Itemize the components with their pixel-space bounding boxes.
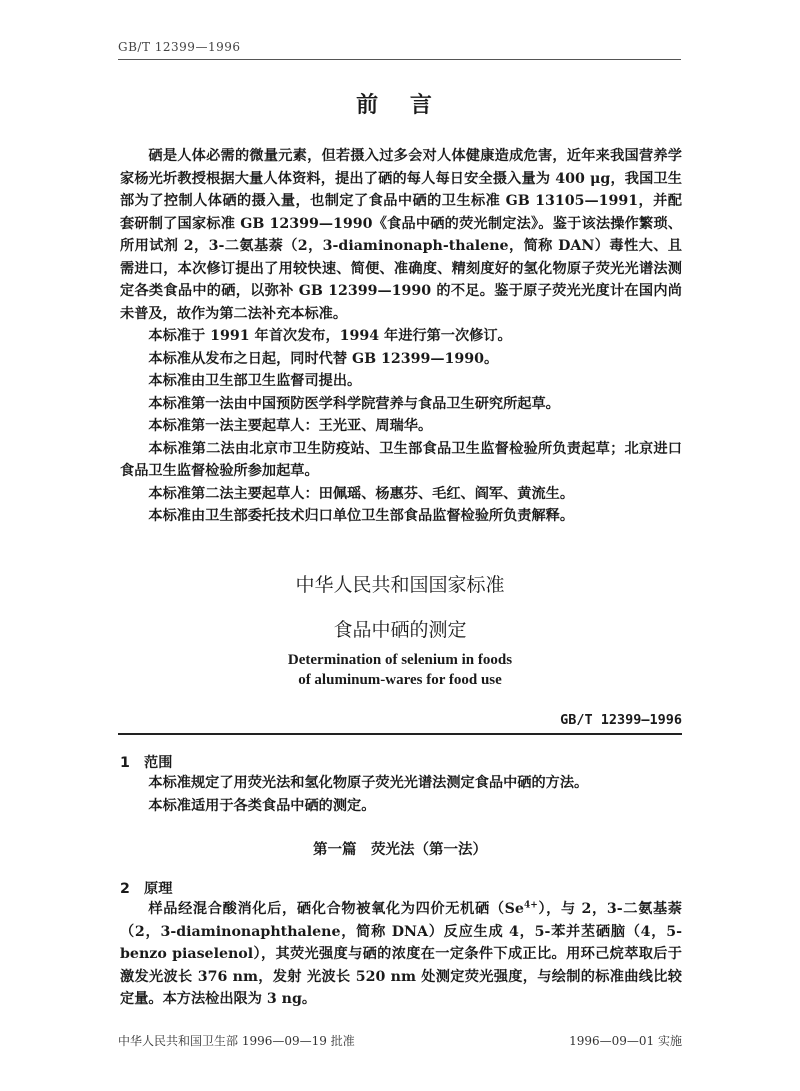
section-1-heading: 1 范围: [120, 755, 173, 771]
header-divider: [118, 59, 681, 60]
national-standard-title: 中华人民共和国国家标准: [295, 574, 505, 596]
footer-implementation: 1996—09—01 实施: [569, 1034, 682, 1048]
preface-paragraph: 本标准第一法由中国预防医学科学院营养与食品卫生研究所起草。: [148, 395, 560, 412]
preface-body: [120, 145, 682, 528]
preface-paragraph: 本标准第一法主要起草人：王光亚、周瑞华。: [148, 418, 433, 434]
standard-cn-title: 食品中硒的测定: [333, 619, 467, 641]
standard-en-title-line2: of aluminum-wares for food use: [298, 672, 502, 688]
part-1-title: 第一篇 荧光法（第一法）: [313, 842, 487, 858]
section-2-heading: 2 原理: [120, 881, 173, 897]
preface-paragraph: 本标准于 1991 年首次发布，1994 年进行第一次修订。: [148, 328, 512, 344]
section-1-body: [120, 772, 682, 817]
preface-paragraph: 本标准由卫生部委托技术归口单位卫生部食品监督检验所负责解释。: [148, 508, 575, 524]
section-2-superscript: 4+: [523, 900, 538, 911]
section-2-text-b: ），与 2，3-二氨基萘（2，3-diaminonaphthalene，简称 DNA）反应生成 4，5-苯并苤硒脑（4，5-benzo piaselenol），其荧光强度与硒的浓度在一定条件下成正比。用环己烷萃取后于激发光波长 376 nm，发射 光波长 520 nm 处测定荧光强度，与绘制的标准曲线比较定量。本方法检出限为 3 ng。: [120, 901, 682, 1007]
footer-approval: 中华人民共和国卫生部 1996—09—19 批准: [118, 1034, 355, 1048]
section-2-paragraph: [120, 898, 682, 1011]
standard-code: GB/T 12399—1996: [560, 712, 682, 728]
section-1-paragraph: 本标准规定了用荧光法和氢化物原子荧光光谱法测定食品中硒的方法。: [148, 775, 589, 791]
preface-paragraph: 硒是人体必需的微量元素，但若摄入过多会对人体健康造成危害，近年来我国营养学家杨光圻教授根据大量人体资料，提出了硒的每人每日安全摄入量为 400 μg，我国卫生部为了控制人体硒的摄入量，也制定了食品中硒的卫生标准 GB 13105—1991，并配套研制了国家标准 GB 12399—1990《食品中硒的荧光制定法》。鉴于该法操作繁琐、所用试剂 2，3-二氨基萘（2，3-diaminonaph-thalene，简称 DAN）毒性大、且需进口，本次修订提出了用较快速、简便、准确度、精刻度好的氢化物原子荧光光谱法测定各类食品中的硒，以弥补 GB 12399—1990 的不足。鉴于原子荧光光度计在国内尚未普及，故作为第二法补充本标准。: [120, 148, 682, 322]
preface-paragraph: 本标准从发布之日起，同时代替 GB 12399—1990。: [148, 350, 499, 367]
preface-title: 前 言: [356, 93, 444, 118]
preface-paragraph: 本标准第二法主要起草人：田佩瑶、杨惠芬、毛红、阎军、黄流生。: [148, 485, 575, 502]
header-standard-code: GB/T 12399—1996: [118, 40, 241, 54]
section-2-text-a: 样品经混合酸消化后，硒化合物被氧化为四价无机硒（Se: [148, 901, 524, 917]
standard-en-title-line1: Determination of selenium in foods: [287, 652, 513, 668]
section-1-paragraph: 本标准适用于各类食品中硒的测定。: [148, 797, 376, 814]
title-divider: [118, 733, 682, 735]
preface-paragraph: 本标准第二法由北京市卫生防疫站、卫生部食品卫生监督检验所负责起草；北京进口食品卫生监督检验所参加起草。: [120, 440, 682, 479]
section-2-body: [120, 898, 682, 1011]
preface-paragraph: 本标准由卫生部卫生监督司提出。: [148, 373, 362, 389]
